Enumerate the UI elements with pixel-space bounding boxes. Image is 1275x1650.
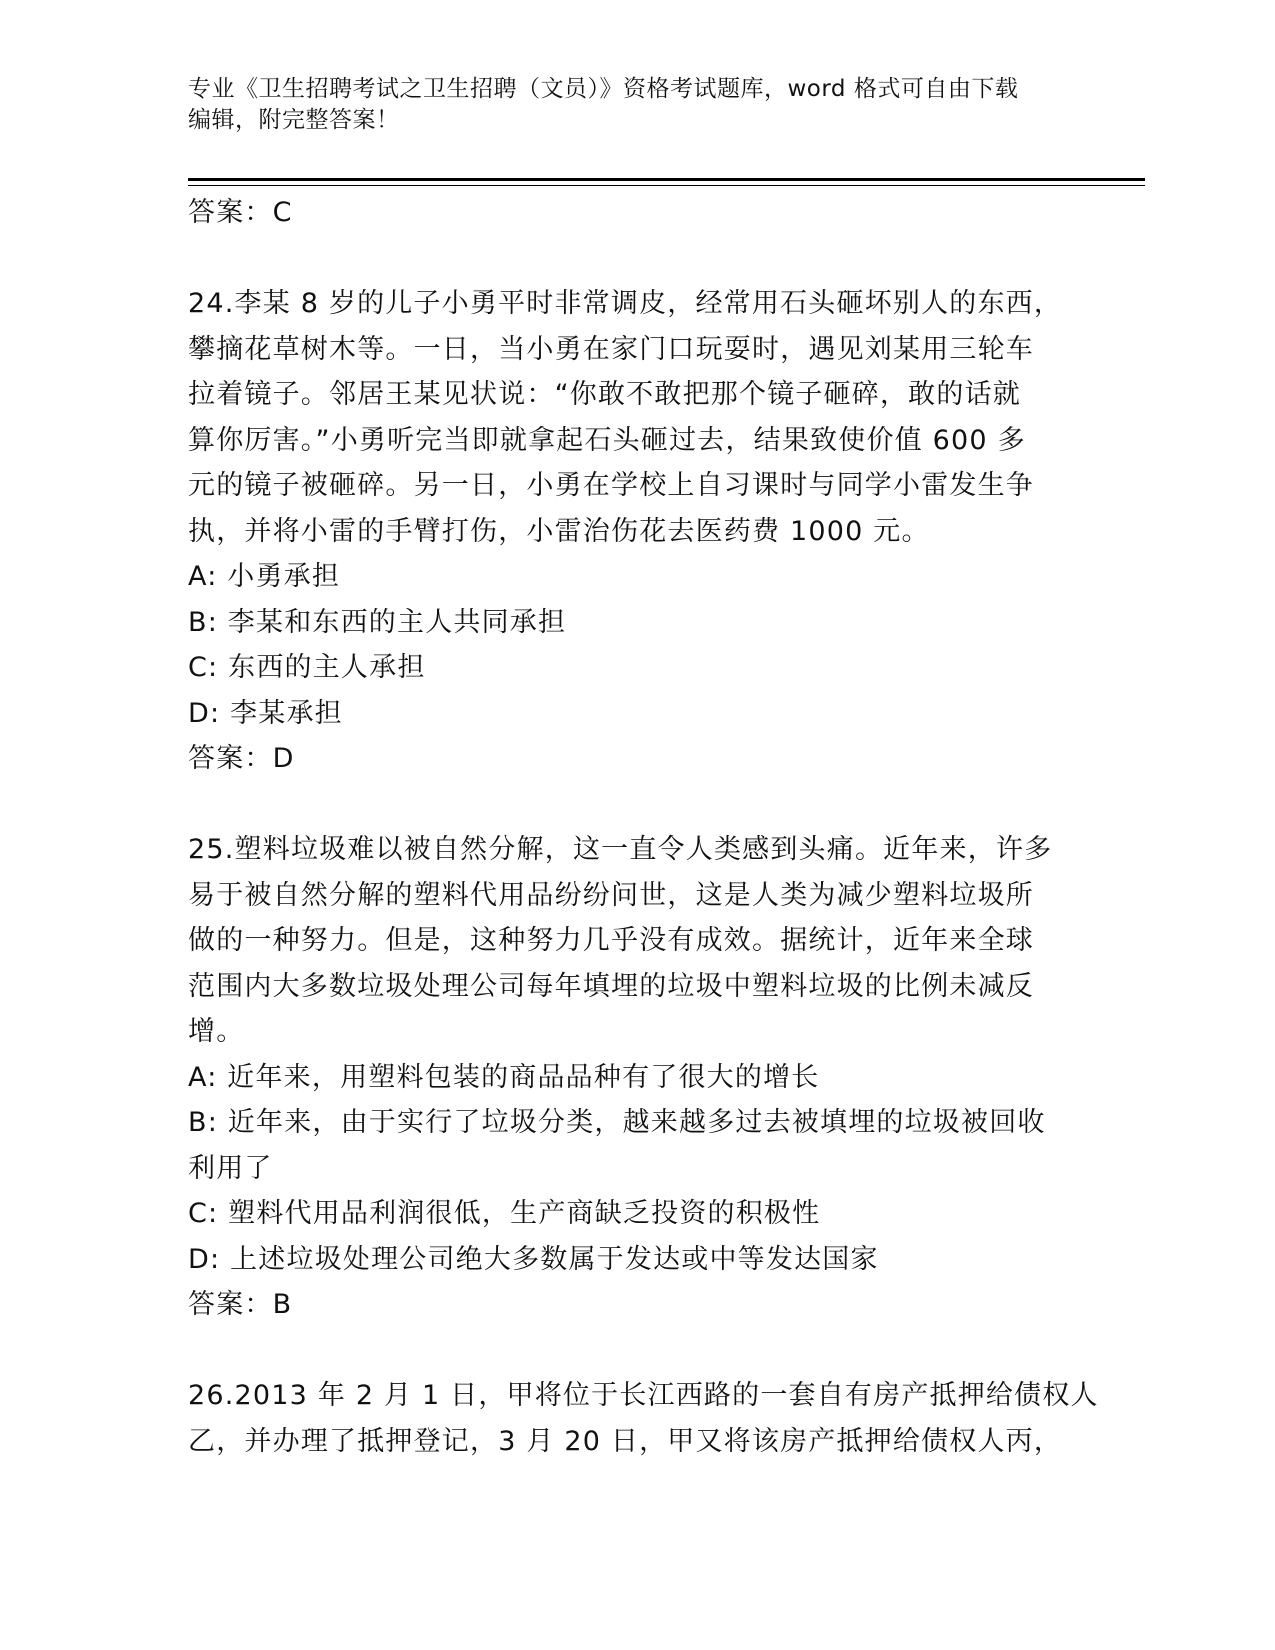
- question-24-text-line: 执，并将小雷的手臂打伤，小雷治伤花去医药费 1000 元。: [188, 515, 930, 547]
- question-25-option-b-continued: 利用了: [188, 1152, 273, 1184]
- spacer: [188, 1328, 1088, 1374]
- question-25-text-line: 25.塑料垃圾难以被自然分解，这一直令人类感到头痛。近年来，许多: [188, 834, 1053, 865]
- question-26: [188, 1373, 1099, 1464]
- question-25-option-b: B: 近年来，由于实行了垃圾分类，越来越多过去被填埋的垃圾被回收: [188, 1107, 1046, 1138]
- spacer: [188, 782, 1088, 828]
- question-24-text-line: 拉着镜子。邻居王某见状说：“你敢不敢把那个镜子砸碎，敢的话就: [188, 379, 1021, 410]
- header-divider-thick: [188, 178, 1145, 181]
- question-24-option-b: B: 李某和东西的主人共同承担: [188, 606, 567, 638]
- question-24-text-line: 24.李某 8 岁的儿子小勇平时非常调皮，经常用石头砸坏别人的东西，: [188, 288, 1063, 319]
- question-24-text-line: 元的镜子被砸碎。另一日，小勇在学校上自习课时与同学小雷发生争: [188, 470, 1034, 501]
- question-25-text-line: 易于被自然分解的塑料代用品纷纷问世，这是人类为减少塑料垃圾所: [188, 879, 1034, 911]
- header-divider-thin: [188, 185, 1145, 186]
- question-25-option-a: A: 近年来，用塑料包装的商品品种有了很大的增长: [188, 1061, 820, 1093]
- question-25-answer: 答案：B: [188, 1289, 293, 1320]
- question-24: [188, 281, 1088, 782]
- document-body: [188, 190, 1099, 1464]
- question-24-option-c: C: 东西的主人承担: [188, 652, 426, 683]
- question-24-option-d: D: 李某承担: [188, 697, 343, 729]
- question-24-text-line: 攀摘花草树木等。一日，当小勇在家门口玩耍时，遇见刘某用三轮车: [188, 333, 1034, 365]
- question-25-text-line: 范围内大多数垃圾处理公司每年填埋的垃圾中塑料垃圾的比例未减反: [188, 970, 1034, 1002]
- question-26-text-line: 26.2013 年 2 月 1 日，甲将位于长江西路的一套自有房产抵押给债权人: [188, 1380, 1099, 1411]
- question-25: [188, 827, 1088, 1328]
- spacer: [188, 236, 1088, 282]
- header-line-2: 编辑，附完整答案！: [188, 107, 400, 133]
- question-25-option-c: C: 塑料代用品利润很低，生产商缺乏投资的积极性: [188, 1198, 821, 1229]
- question-26-text-line: 乙，并办理了抵押登记，3 月 20 日，甲又将该房产抵押给债权人丙，: [188, 1425, 1063, 1457]
- answer-23: 答案：C: [188, 197, 293, 228]
- header-line-1: 专业《卫生招聘考试之卫生招聘（文员）》资格考试题库，word 格式可自由下载: [188, 76, 1019, 102]
- question-25-text-line: 增。: [188, 1016, 245, 1047]
- document-header: [188, 74, 1068, 136]
- question-25-option-d: D: 上述垃圾处理公司绝大多数属于发达或中等发达国家: [188, 1243, 879, 1275]
- question-25-text-line: 做的一种努力。但是，这种努力几乎没有成效。据统计，近年来全球: [188, 925, 1034, 956]
- question-24-option-a: A: 小勇承担: [188, 561, 341, 592]
- question-24-answer: 答案：D: [188, 743, 295, 774]
- question-24-text-line: 算你厉害。”小勇听完当即就拿起石头砸过去，结果致使价值 600 多: [188, 424, 1026, 456]
